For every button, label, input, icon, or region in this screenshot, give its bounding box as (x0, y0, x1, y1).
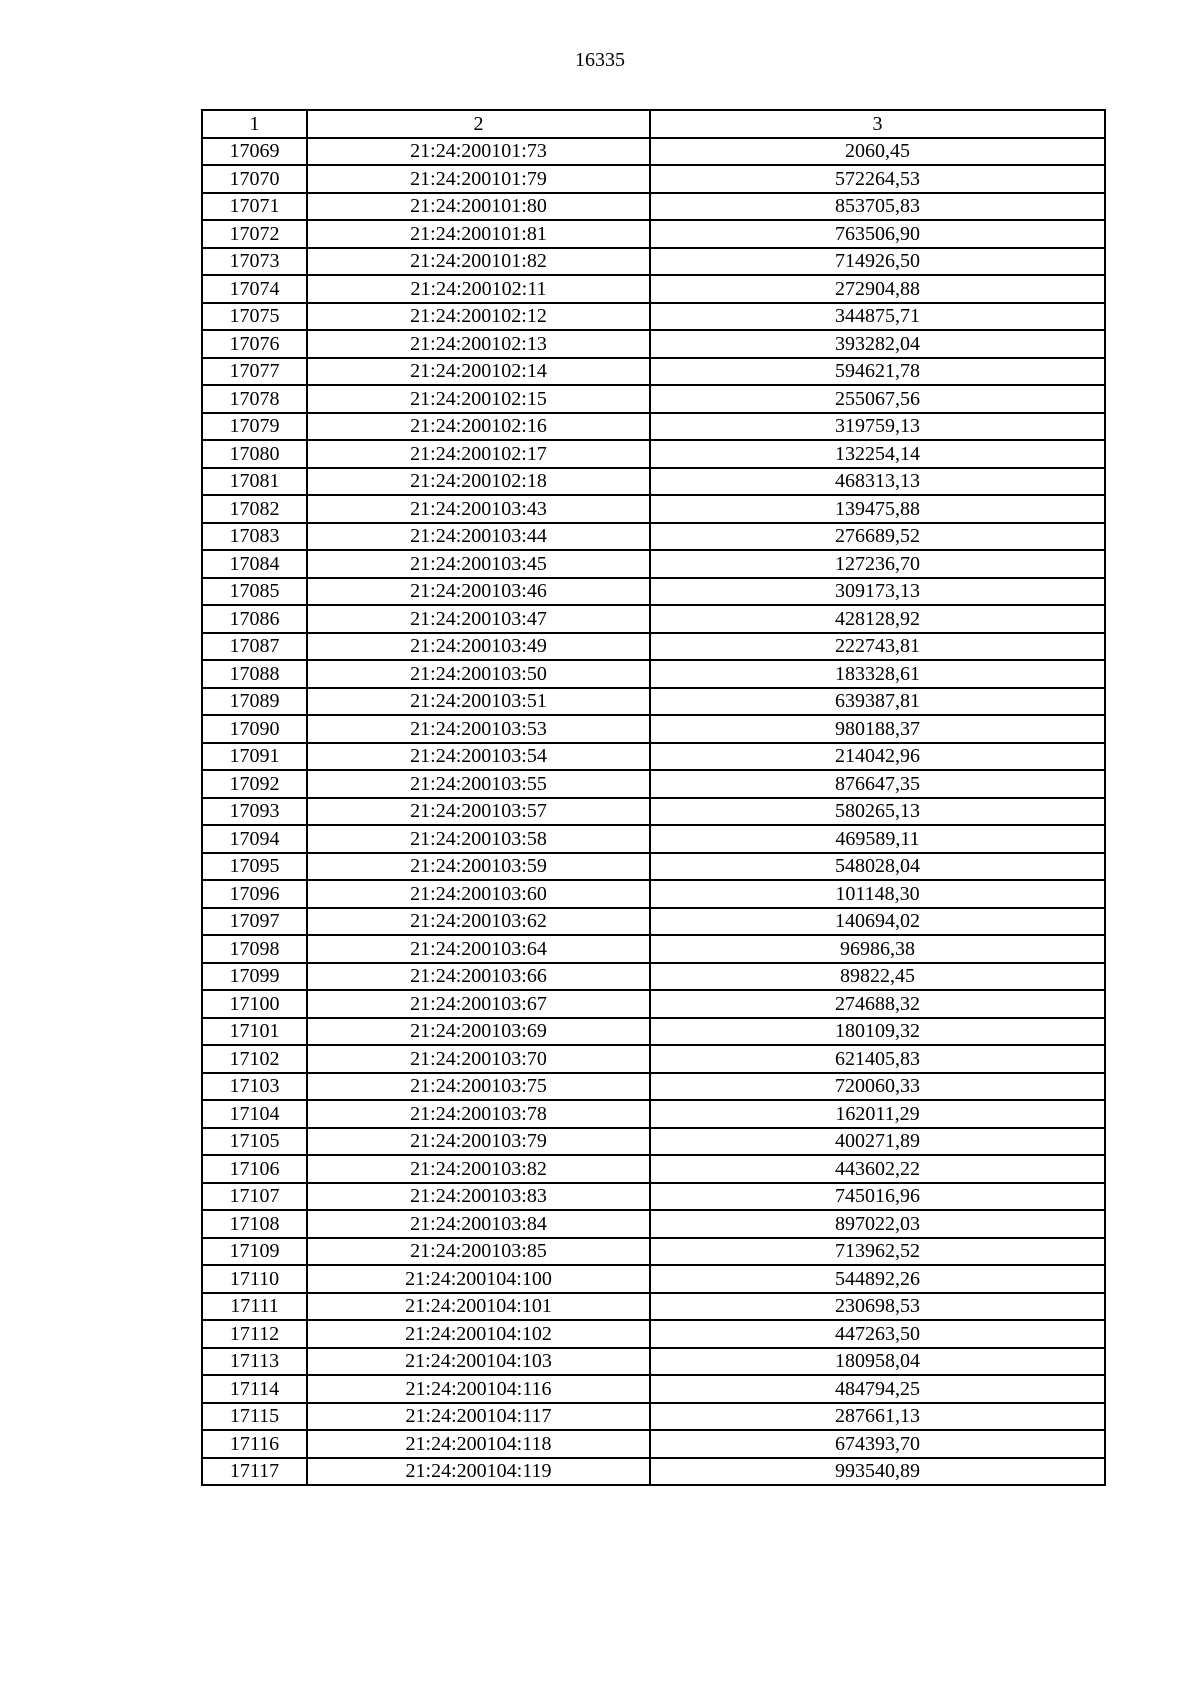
cadastral-number-cell: 21:24:200103:49 (307, 633, 650, 661)
table-row (202, 413, 1105, 441)
cadastral-number-cell: 21:24:200104:118 (307, 1430, 650, 1458)
table-row (202, 1210, 1105, 1238)
cadastral-number-cell: 21:24:200103:83 (307, 1183, 650, 1211)
value-cell: 572264,53 (650, 165, 1105, 193)
row-number-cell: 17108 (202, 1210, 307, 1238)
cadastral-number-cell: 21:24:200101:73 (307, 138, 650, 166)
cadastral-number-cell: 21:24:200101:80 (307, 193, 650, 221)
table-row (202, 1155, 1105, 1183)
table-row (202, 165, 1105, 193)
cadastral-number-cell: 21:24:200101:82 (307, 248, 650, 276)
value-cell: 127236,70 (650, 550, 1105, 578)
row-number-cell: 17085 (202, 578, 307, 606)
column-header: 3 (650, 110, 1105, 138)
row-number-cell: 17077 (202, 358, 307, 386)
table-row (202, 743, 1105, 771)
table-row (202, 303, 1105, 331)
cadastral-number-cell: 21:24:200103:66 (307, 963, 650, 991)
value-cell: 594621,78 (650, 358, 1105, 386)
cadastral-number-cell: 21:24:200103:64 (307, 935, 650, 963)
table-row (202, 468, 1105, 496)
table-row (202, 1238, 1105, 1266)
value-cell: 548028,04 (650, 853, 1105, 881)
cadastral-number-cell: 21:24:200103:82 (307, 1155, 650, 1183)
table-row (202, 1348, 1105, 1376)
cadastral-number-cell: 21:24:200104:116 (307, 1375, 650, 1403)
value-cell: 162011,29 (650, 1100, 1105, 1128)
table-row (202, 825, 1105, 853)
value-cell: 101148,30 (650, 880, 1105, 908)
value-cell: 980188,37 (650, 715, 1105, 743)
value-cell: 140694,02 (650, 908, 1105, 936)
value-cell: 139475,88 (650, 495, 1105, 523)
value-cell: 344875,71 (650, 303, 1105, 331)
cadastral-number-cell: 21:24:200103:70 (307, 1045, 650, 1073)
value-cell: 468313,13 (650, 468, 1105, 496)
table-row (202, 1320, 1105, 1348)
row-number-cell: 17112 (202, 1320, 307, 1348)
value-cell: 853705,83 (650, 193, 1105, 221)
cadastral-number-cell: 21:24:200103:67 (307, 990, 650, 1018)
cadastral-number-cell: 21:24:200103:85 (307, 1238, 650, 1266)
row-number-cell: 17080 (202, 440, 307, 468)
cadastral-number-cell: 21:24:200104:100 (307, 1265, 650, 1293)
value-cell: 469589,11 (650, 825, 1105, 853)
value-cell: 183328,61 (650, 660, 1105, 688)
value-cell: 309173,13 (650, 578, 1105, 606)
cadastral-number-cell: 21:24:200103:54 (307, 743, 650, 771)
row-number-cell: 17088 (202, 660, 307, 688)
value-cell: 274688,32 (650, 990, 1105, 1018)
row-number-cell: 17111 (202, 1293, 307, 1321)
cadastral-number-cell: 21:24:200103:84 (307, 1210, 650, 1238)
cadastral-number-cell: 21:24:200103:75 (307, 1073, 650, 1101)
cadastral-number-cell: 21:24:200101:79 (307, 165, 650, 193)
table-row (202, 275, 1105, 303)
table-row (202, 660, 1105, 688)
table-row (202, 1073, 1105, 1101)
value-cell: 214042,96 (650, 743, 1105, 771)
row-number-cell: 17078 (202, 385, 307, 413)
table-row (202, 1183, 1105, 1211)
value-cell: 713962,52 (650, 1238, 1105, 1266)
table-row (202, 138, 1105, 166)
cadastral-number-cell: 21:24:200103:79 (307, 1128, 650, 1156)
value-cell: 400271,89 (650, 1128, 1105, 1156)
row-number-cell: 17075 (202, 303, 307, 331)
table-row (202, 495, 1105, 523)
row-number-cell: 17095 (202, 853, 307, 881)
row-number-cell: 17086 (202, 605, 307, 633)
value-cell: 876647,35 (650, 770, 1105, 798)
value-cell: 180109,32 (650, 1018, 1105, 1046)
table-row (202, 1430, 1105, 1458)
cadastral-number-cell: 21:24:200103:45 (307, 550, 650, 578)
row-number-cell: 17113 (202, 1348, 307, 1376)
value-cell: 2060,45 (650, 138, 1105, 166)
value-cell: 287661,13 (650, 1403, 1105, 1431)
table-row (202, 1265, 1105, 1293)
cadastral-number-cell: 21:24:200103:53 (307, 715, 650, 743)
table-row (202, 1375, 1105, 1403)
cadastral-number-cell: 21:24:200103:50 (307, 660, 650, 688)
table-row (202, 1045, 1105, 1073)
cadastral-number-cell: 21:24:200102:16 (307, 413, 650, 441)
cadastral-number-cell: 21:24:200103:59 (307, 853, 650, 881)
row-number-cell: 17110 (202, 1265, 307, 1293)
row-number-cell: 17082 (202, 495, 307, 523)
value-cell: 484794,25 (650, 1375, 1105, 1403)
value-cell: 763506,90 (650, 220, 1105, 248)
cadastral-number-cell: 21:24:200103:60 (307, 880, 650, 908)
cadastral-number-cell: 21:24:200103:55 (307, 770, 650, 798)
table-row (202, 550, 1105, 578)
value-cell: 272904,88 (650, 275, 1105, 303)
row-number-cell: 17070 (202, 165, 307, 193)
row-number-cell: 17093 (202, 798, 307, 826)
row-number-cell: 17094 (202, 825, 307, 853)
cadastral-number-cell: 21:24:200103:62 (307, 908, 650, 936)
row-number-cell: 17106 (202, 1155, 307, 1183)
table-row (202, 798, 1105, 826)
value-cell: 230698,53 (650, 1293, 1105, 1321)
row-number-cell: 17087 (202, 633, 307, 661)
value-cell: 132254,14 (650, 440, 1105, 468)
data-table (201, 109, 1106, 1486)
cadastral-number-cell: 21:24:200103:43 (307, 495, 650, 523)
table-row (202, 1018, 1105, 1046)
value-cell: 714926,50 (650, 248, 1105, 276)
table-row (202, 770, 1105, 798)
table-row (202, 1100, 1105, 1128)
row-number-cell: 17107 (202, 1183, 307, 1211)
value-cell: 745016,96 (650, 1183, 1105, 1211)
table-header-row (202, 110, 1105, 138)
row-number-cell: 17105 (202, 1128, 307, 1156)
cadastral-number-cell: 21:24:200103:69 (307, 1018, 650, 1046)
cadastral-number-cell: 21:24:200102:17 (307, 440, 650, 468)
row-number-cell: 17069 (202, 138, 307, 166)
row-number-cell: 17116 (202, 1430, 307, 1458)
cadastral-number-cell: 21:24:200103:58 (307, 825, 650, 853)
value-cell: 639387,81 (650, 688, 1105, 716)
table-row (202, 330, 1105, 358)
row-number-cell: 17079 (202, 413, 307, 441)
value-cell: 674393,70 (650, 1430, 1105, 1458)
table-row (202, 440, 1105, 468)
value-cell: 319759,13 (650, 413, 1105, 441)
cadastral-number-cell: 21:24:200102:14 (307, 358, 650, 386)
row-number-cell: 17081 (202, 468, 307, 496)
cadastral-number-cell: 21:24:200103:44 (307, 523, 650, 551)
table-row (202, 193, 1105, 221)
row-number-cell: 17090 (202, 715, 307, 743)
cadastral-number-cell: 21:24:200103:47 (307, 605, 650, 633)
cadastral-number-cell: 21:24:200102:11 (307, 275, 650, 303)
cadastral-number-cell: 21:24:200102:13 (307, 330, 650, 358)
value-cell: 443602,22 (650, 1155, 1105, 1183)
row-number-cell: 17114 (202, 1375, 307, 1403)
table-row (202, 248, 1105, 276)
row-number-cell: 17103 (202, 1073, 307, 1101)
row-number-cell: 17074 (202, 275, 307, 303)
row-number-cell: 17101 (202, 1018, 307, 1046)
cadastral-number-cell: 21:24:200104:117 (307, 1403, 650, 1431)
row-number-cell: 17117 (202, 1458, 307, 1486)
cadastral-number-cell: 21:24:200102:12 (307, 303, 650, 331)
table-row (202, 633, 1105, 661)
value-cell: 222743,81 (650, 633, 1105, 661)
value-cell: 180958,04 (650, 1348, 1105, 1376)
cadastral-number-cell: 21:24:200104:119 (307, 1458, 650, 1486)
row-number-cell: 17102 (202, 1045, 307, 1073)
table-row (202, 220, 1105, 248)
value-cell: 89822,45 (650, 963, 1105, 991)
row-number-cell: 17072 (202, 220, 307, 248)
value-cell: 393282,04 (650, 330, 1105, 358)
cadastral-number-cell: 21:24:200104:102 (307, 1320, 650, 1348)
table-row (202, 1403, 1105, 1431)
table-row (202, 963, 1105, 991)
row-number-cell: 17092 (202, 770, 307, 798)
column-header: 1 (202, 110, 307, 138)
value-cell: 447263,50 (650, 1320, 1105, 1348)
table-row (202, 1128, 1105, 1156)
row-number-cell: 17089 (202, 688, 307, 716)
column-header: 2 (307, 110, 650, 138)
table-row (202, 715, 1105, 743)
row-number-cell: 17109 (202, 1238, 307, 1266)
row-number-cell: 17097 (202, 908, 307, 936)
value-cell: 96986,38 (650, 935, 1105, 963)
row-number-cell: 17096 (202, 880, 307, 908)
table-row (202, 853, 1105, 881)
table-row (202, 880, 1105, 908)
row-number-cell: 17071 (202, 193, 307, 221)
table-row (202, 1458, 1105, 1486)
cadastral-number-cell: 21:24:200104:103 (307, 1348, 650, 1376)
cadastral-number-cell: 21:24:200102:18 (307, 468, 650, 496)
value-cell: 580265,13 (650, 798, 1105, 826)
value-cell: 428128,92 (650, 605, 1105, 633)
value-cell: 255067,56 (650, 385, 1105, 413)
value-cell: 621405,83 (650, 1045, 1105, 1073)
cadastral-number-cell: 21:24:200103:51 (307, 688, 650, 716)
value-cell: 720060,33 (650, 1073, 1105, 1101)
value-cell: 897022,03 (650, 1210, 1105, 1238)
table-row (202, 688, 1105, 716)
value-cell: 544892,26 (650, 1265, 1105, 1293)
row-number-cell: 17099 (202, 963, 307, 991)
row-number-cell: 17098 (202, 935, 307, 963)
table-row (202, 990, 1105, 1018)
row-number-cell: 17084 (202, 550, 307, 578)
row-number-cell: 17100 (202, 990, 307, 1018)
row-number-cell: 17076 (202, 330, 307, 358)
cadastral-number-cell: 21:24:200102:15 (307, 385, 650, 413)
table-row (202, 908, 1105, 936)
cadastral-number-cell: 21:24:200103:46 (307, 578, 650, 606)
page-number: 16335 (575, 49, 625, 71)
row-number-cell: 17083 (202, 523, 307, 551)
table-row (202, 935, 1105, 963)
table-row (202, 523, 1105, 551)
row-number-cell: 17115 (202, 1403, 307, 1431)
cadastral-number-cell: 21:24:200103:78 (307, 1100, 650, 1128)
cadastral-number-cell: 21:24:200103:57 (307, 798, 650, 826)
cadastral-number-cell: 21:24:200104:101 (307, 1293, 650, 1321)
row-number-cell: 17091 (202, 743, 307, 771)
row-number-cell: 17104 (202, 1100, 307, 1128)
value-cell: 276689,52 (650, 523, 1105, 551)
cadastral-number-cell: 21:24:200101:81 (307, 220, 650, 248)
table-row (202, 385, 1105, 413)
table-row (202, 1293, 1105, 1321)
table-body (202, 110, 1105, 1485)
table-row (202, 358, 1105, 386)
value-cell: 993540,89 (650, 1458, 1105, 1486)
table-row (202, 578, 1105, 606)
row-number-cell: 17073 (202, 248, 307, 276)
table-row (202, 605, 1105, 633)
